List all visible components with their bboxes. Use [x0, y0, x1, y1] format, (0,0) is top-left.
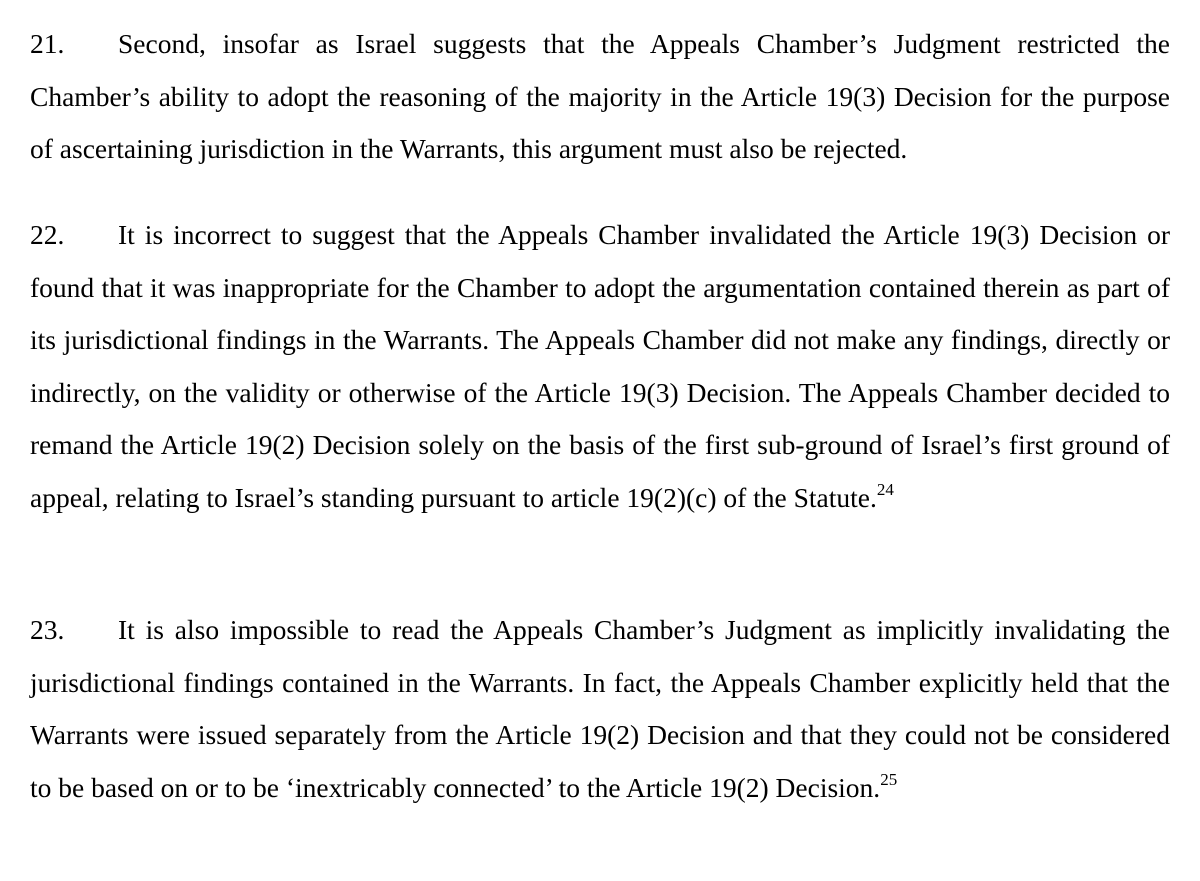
- paragraph-text: It is also impossible to read the Appeals Chamber’s Judgment as implicitly invalidating the jurisdictional findings contained in the Warrants. In fact, the Appeals Chamber explicitly held that the Warrants were issued separately from the Article 19(2) Decision and that they could not be considered to be based on or to be ‘inextricably connected’ to the Article 19(2) Decision.: [30, 614, 1170, 803]
- paragraph-text: Second, insofar as Israel suggests that the Appeals Chamber’s Judgment restricted the Chamber’s ability to adopt the reasoning of the majority in the Article 19(3) Decision for the purpose of ascertaining jurisdiction in the Warrants, this argument must also be rejected.: [30, 28, 1170, 165]
- paragraph-number: 21.: [30, 28, 65, 59]
- paragraph-number: 23.: [30, 614, 65, 645]
- paragraph-21: [30, 18, 1170, 176]
- paragraph-number: 22.: [30, 219, 65, 250]
- paragraph-22: [30, 209, 1170, 525]
- footnote-marker[interactable]: 25: [880, 769, 898, 789]
- footnote-marker[interactable]: 24: [876, 479, 894, 499]
- paragraph-23: [30, 604, 1170, 814]
- paragraph-text: It is incorrect to suggest that the Appeals Chamber invalidated the Article 19(3) Decision or found that it was inappropriate for the Chamber to adopt the argumentation contained therein as part of its jurisdictional findings in the Warrants. The Appeals Chamber did not make any findings, directly or indirectly, on the validity or otherwise of the Article 19(3) Decision. The Appeals Chamber decided to remand the Article 19(2) Decision solely on the basis of the first sub-ground of Israel’s first ground of appeal, relating to Israel’s standing pursuant to article 19(2)(c) of the Statute.: [30, 219, 1170, 513]
